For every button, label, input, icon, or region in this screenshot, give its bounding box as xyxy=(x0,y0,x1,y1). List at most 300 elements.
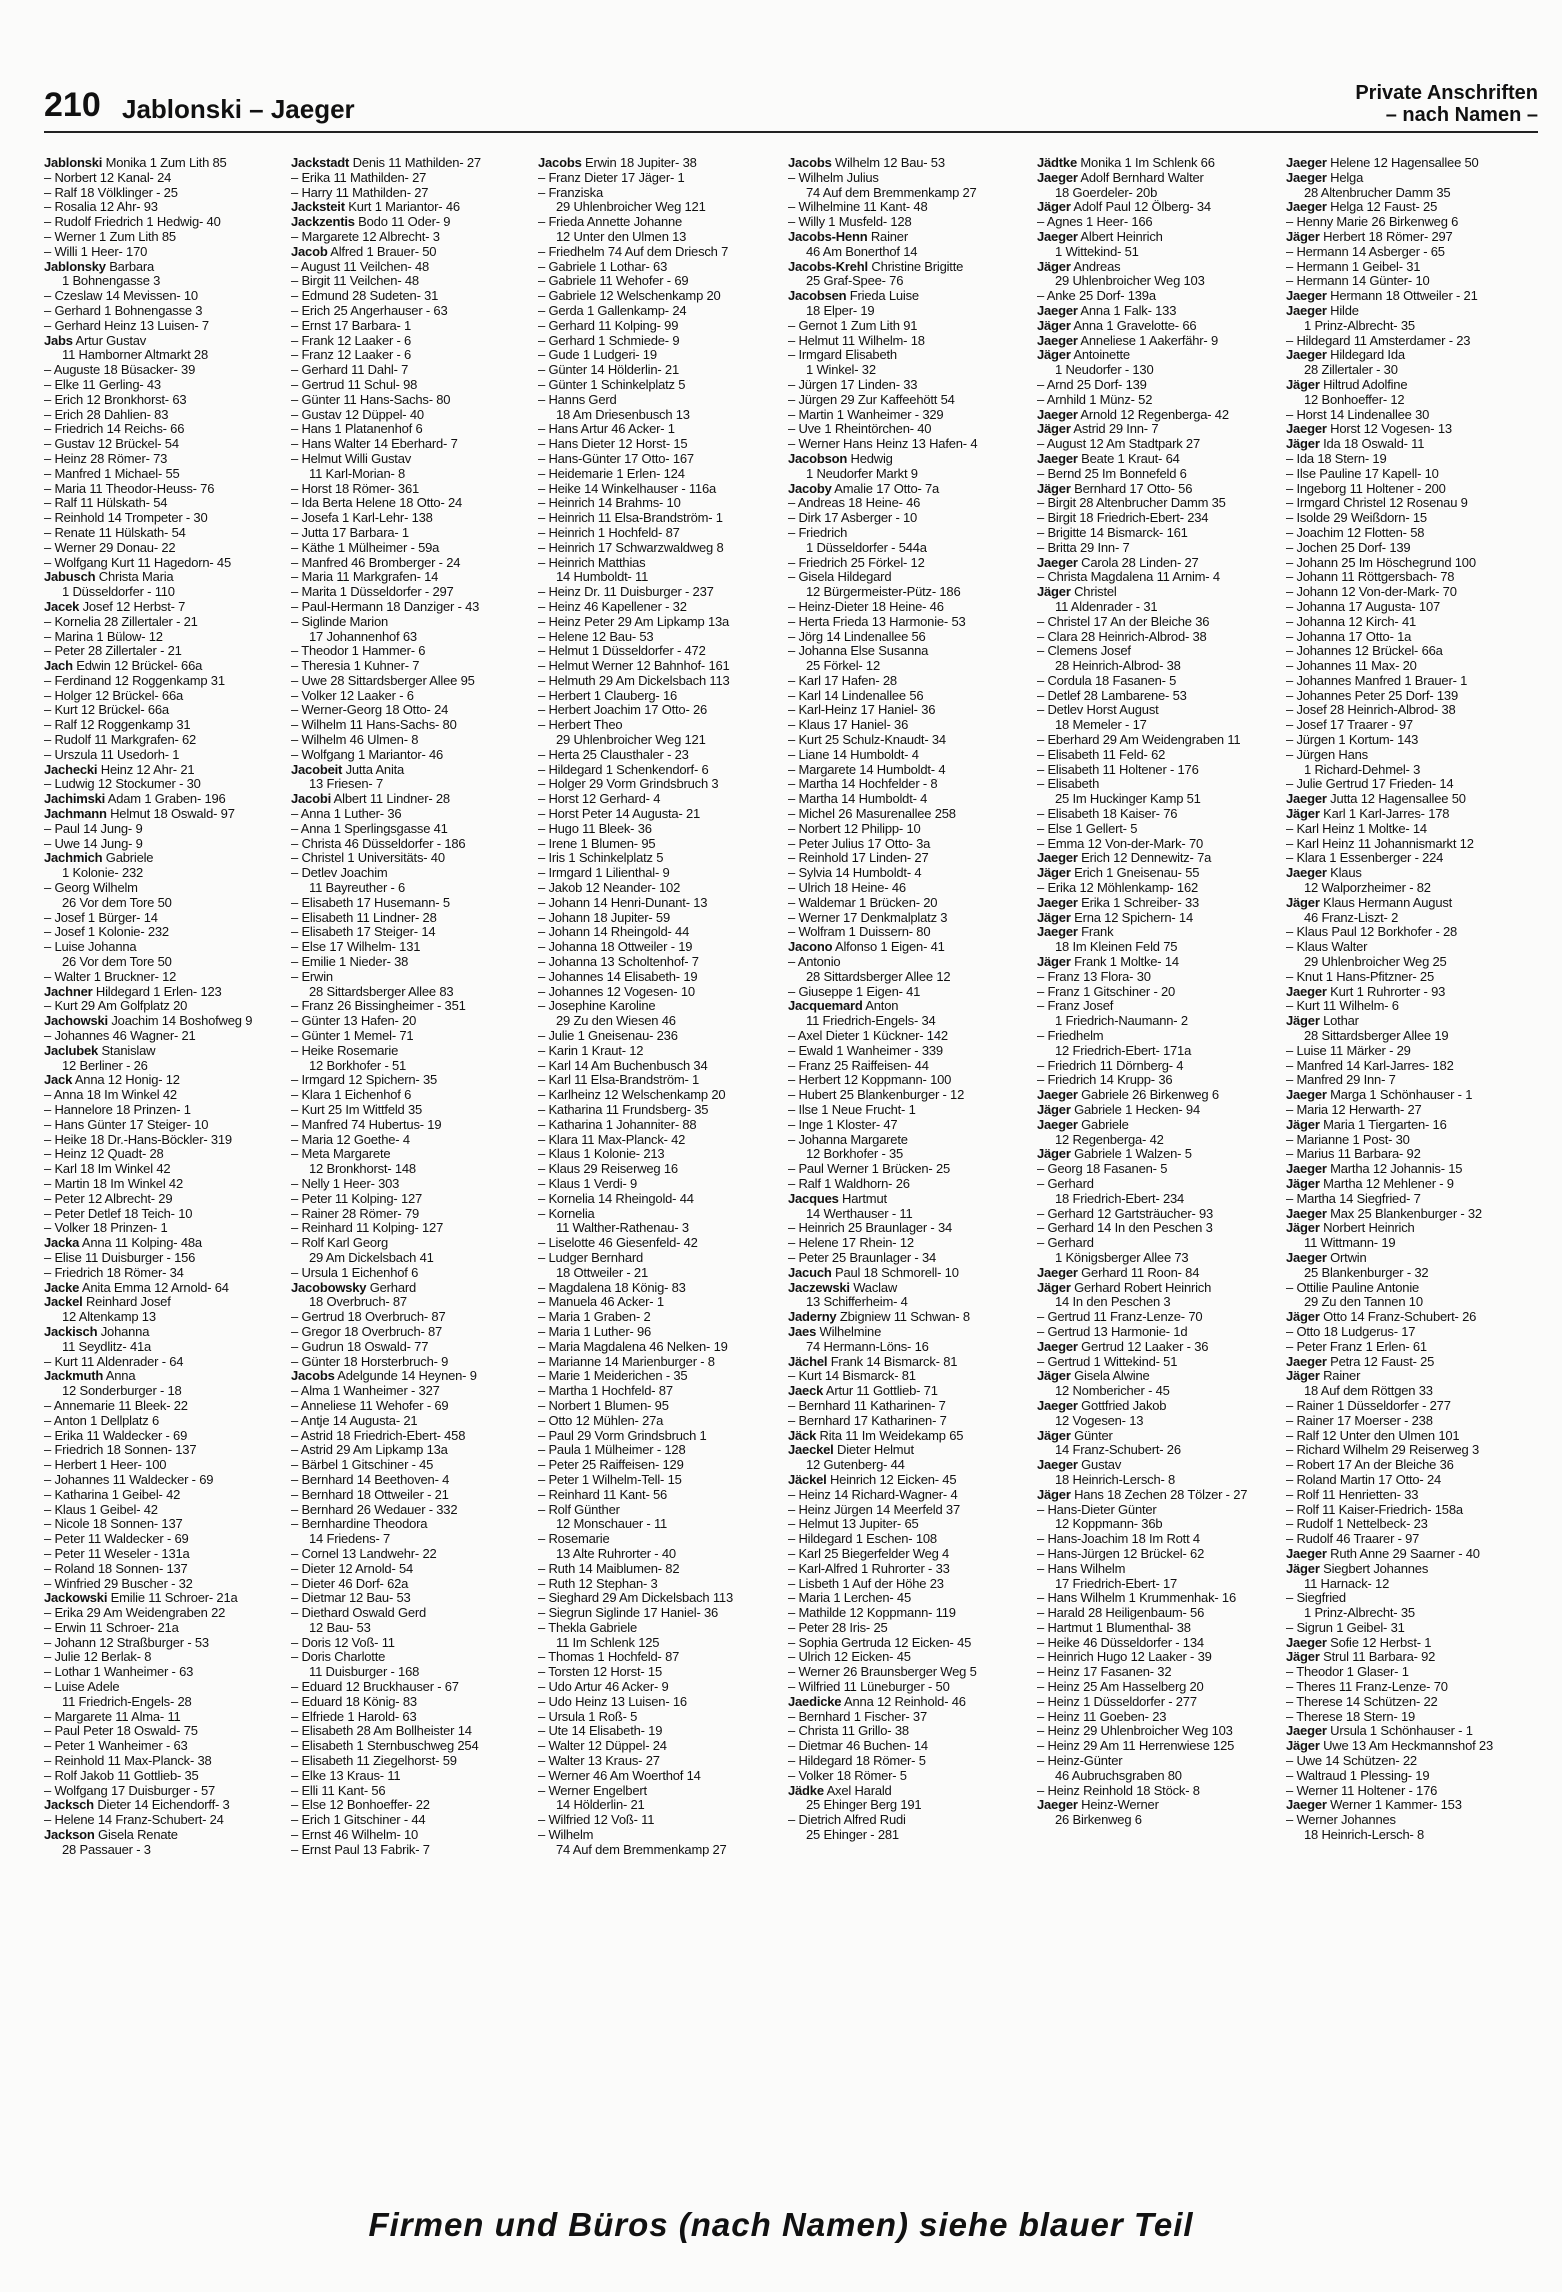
entry-line: 74 Hermann-Löns- 16 xyxy=(806,1339,929,1354)
entry-line: – Wolfram 1 Duissern- 80 xyxy=(788,925,931,940)
entry-line: 28 Sittardsberger Allee 83 xyxy=(309,984,454,999)
entry-line: – Axel Dieter 1 Kückner- 142 xyxy=(788,1029,948,1044)
entry-line: – Hermann 14 Asberger - 65 xyxy=(1286,244,1445,259)
entry-line: – Nicole 18 Sonnen- 137 xyxy=(44,1517,183,1532)
entry-line: – Heinz Jürgen 14 Meerfeld 37 xyxy=(788,1502,960,1517)
entry-line: – Christa 11 Grillo- 38 xyxy=(788,1724,909,1739)
entry-line: – Irmgard 12 Spichern- 35 xyxy=(291,1073,438,1088)
entry-line: – Harald 28 Heiligenbaum- 56 xyxy=(1037,1606,1205,1621)
entry-line: 11 Karl-Morian- 8 xyxy=(309,466,406,481)
entry-line: – Heinz 11 Goeben- 23 xyxy=(1037,1709,1167,1724)
entry-line: – Marianne 1 Post- 30 xyxy=(1286,1132,1410,1147)
entry-line: – Siglinde Marion xyxy=(291,614,389,629)
entry-line: – Doris 12 Voß- 11 xyxy=(291,1635,395,1650)
entry-line: – Rolf Jakob 11 Gottlieb- 35 xyxy=(44,1768,199,1783)
entry-line: – Johanna 17 Augusta- 107 xyxy=(1286,599,1441,614)
entry-line: – Holger 29 Vorm Grindsbruch 3 xyxy=(538,777,719,792)
entry-line: – Maria 11 Theodor-Heuss- 76 xyxy=(44,481,215,496)
entry-line: 26 Vor dem Tore 50 xyxy=(62,955,172,970)
entry-line: – Gerhard 1 Bohnengasse 3 xyxy=(44,303,203,318)
entry-line: Jaeger Gabriele 26 Birkenweg 6 xyxy=(1037,1088,1219,1103)
entry-line: – Heinrich 25 Braunlager - 34 xyxy=(788,1221,953,1236)
entry-line: – Gregor 18 Overbruch- 87 xyxy=(291,1324,443,1339)
entry-line: Jacobs-Krehl Christine Brigitte xyxy=(788,259,964,274)
entry-line: – Johann 12 Straßburger - 53 xyxy=(44,1635,209,1650)
entry-line: Jäger Gerhard Robert Heinrich xyxy=(1037,1280,1212,1295)
entry-line: 26 Vor dem Tore 50 xyxy=(62,895,172,910)
entry-line: Jäger Gabriele 1 Walzen- 5 xyxy=(1037,1147,1192,1162)
entry-line: 14 Werthauser - 11 xyxy=(806,1206,913,1221)
entry-line: – Helmut 1 Düsseldorfer - 472 xyxy=(538,644,706,659)
entry-line: Jäckel Heinrich 12 Eicken- 45 xyxy=(788,1472,957,1487)
entry-line: – Jürgen 29 Zur Kaffeehött 54 xyxy=(788,392,955,407)
entry-line: Jäger Bernhard 17 Otto- 56 xyxy=(1037,481,1193,496)
entry-line: – Bärbel 1 Gitschiner - 45 xyxy=(291,1458,434,1473)
entry-line: – Dietmar 46 Buchen- 14 xyxy=(788,1739,928,1754)
entry-line: – Johann 14 Rheingold- 44 xyxy=(538,925,690,940)
entry-line: – Werner 46 Am Woerthof 14 xyxy=(538,1768,701,1783)
entry-line: 18 Memeler - 17 xyxy=(1055,718,1147,733)
entry-line: – Volker 12 Laaker - 6 xyxy=(291,688,414,703)
entry-line: Jack Anna 12 Honig- 12 xyxy=(44,1073,180,1088)
entry-line: – Klaus 1 Verdi- 9 xyxy=(538,1176,638,1191)
entry-line: 12 Monschauer - 11 xyxy=(556,1517,668,1532)
entry-line: – Jürgen 17 Linden- 33 xyxy=(788,377,918,392)
entry-line: – Johann 25 Im Höschegrund 100 xyxy=(1286,555,1476,570)
entry-line: – Johannes 11 Waldecker - 69 xyxy=(44,1472,214,1487)
entry-line: – Johannes 46 Wagner- 21 xyxy=(44,1029,196,1044)
entry-line: – Erika 11 Mathilden- 27 xyxy=(291,170,427,185)
entry-line: – Margarete 11 Alma- 11 xyxy=(44,1709,181,1724)
entry-line: – Werner Engelbert xyxy=(538,1783,647,1798)
entry-line: – Dieter 12 Arnold- 54 xyxy=(291,1561,414,1576)
entry-line: – Franz 26 Bissingheimer - 351 xyxy=(291,999,466,1014)
entry-line: – Paul 14 Jung- 9 xyxy=(44,821,143,836)
entry-line: – Nelly 1 Heer- 303 xyxy=(291,1176,400,1191)
entry-line: – Karl 17 Hafen- 28 xyxy=(788,673,897,688)
entry-line: – Theodor 1 Glaser- 1 xyxy=(1286,1665,1409,1680)
entry-line: – Gertrud 11 Schul- 98 xyxy=(291,377,418,392)
entry-line: – Franz 25 Raiffeisen- 44 xyxy=(788,1058,929,1073)
entry-line: – Johanna 13 Scholtenhof- 7 xyxy=(538,955,699,970)
entry-line: Jacobi Albert 11 Lindner- 28 xyxy=(291,792,450,807)
entry-line: – Frieda Annette Johanne xyxy=(538,215,683,230)
entry-line: – Paula 1 Mülheimer - 128 xyxy=(538,1443,686,1458)
entry-line: – Agnes 1 Heer- 166 xyxy=(1037,215,1153,230)
entry-line: 14 Hölderlin- 21 xyxy=(556,1798,645,1813)
entry-line: 11 Bayreuther - 6 xyxy=(309,881,406,896)
entry-line: – Peter 11 Weseler - 131a xyxy=(44,1546,190,1561)
entry-line: – Karl 25 Biegerfelder Weg 4 xyxy=(788,1546,950,1561)
entry-line: – Birgit 18 Friedrich-Ebert- 234 xyxy=(1037,511,1209,526)
entry-line: – Sigrun 1 Geibel- 31 xyxy=(1286,1620,1405,1635)
entry-line: – Torsten 12 Horst- 15 xyxy=(538,1665,662,1680)
entry-line: 11 Hamborner Altmarkt 28 xyxy=(62,348,208,363)
entry-line: – Peter 28 Iris- 25 xyxy=(788,1620,888,1635)
entry-line: – Heidemarie 1 Erlen- 124 xyxy=(538,466,685,481)
entry-line: – Karl 14 Lindenallee 56 xyxy=(788,688,924,703)
entry-line: Jaeger Helga xyxy=(1286,170,1364,185)
entry-line: – Siegrun Siglinde 17 Haniel- 36 xyxy=(538,1606,719,1621)
entry-line: – Paul Werner 1 Brücken- 25 xyxy=(788,1162,951,1177)
entry-line: – Reinhold 14 Trompeter - 30 xyxy=(44,511,208,526)
entry-line: Jachowski Joachim 14 Boshofweg 9 xyxy=(44,1014,253,1029)
entry-line: – Waldemar 1 Brücken- 20 xyxy=(788,895,938,910)
entry-line: – Heinz Reinhold 18 Stöck- 8 xyxy=(1037,1783,1200,1798)
entry-line: – Rolf Günther xyxy=(538,1502,620,1517)
entry-line: – Heinz 46 Kapellener - 32 xyxy=(538,599,687,614)
entry-line: Jaeger Gustav xyxy=(1037,1458,1122,1473)
entry-line: Jaderny Zbigniew 11 Schwan- 8 xyxy=(788,1310,970,1325)
entry-line: – Josef 28 Heinrich-Albrod- 38 xyxy=(1286,703,1456,718)
entry-line: – Marie 1 Meiderichen - 35 xyxy=(538,1369,688,1384)
entry-line: – Kurt 25 Schulz-Knaudt- 34 xyxy=(788,733,946,748)
entry-line: Jaeger Erika 1 Schreiber- 33 xyxy=(1037,895,1200,910)
entry-line: – Hans Wilhelm 1 Krummenhak- 16 xyxy=(1037,1591,1236,1606)
entry-line: 28 Sittardsberger Allee 12 xyxy=(806,969,951,984)
entry-line: Jaeger Helga 12 Faust- 25 xyxy=(1286,200,1438,215)
entry-line: – Rolf 11 Kaiser-Friedrich- 158a xyxy=(1286,1502,1463,1517)
entry-line: Jacobson Hedwig xyxy=(788,451,893,466)
entry-line: 13 Schifferheim- 4 xyxy=(806,1295,908,1310)
entry-line: – Johannes 11 Max- 20 xyxy=(1286,659,1417,674)
entry-line: – Friedhelm xyxy=(1037,1029,1104,1044)
entry-line: – Christa Magdalena 11 Arnim- 4 xyxy=(1037,570,1220,585)
entry-line: Jacke Anita Emma 12 Arnold- 64 xyxy=(44,1280,229,1295)
entry-line: – Herta Frieda 13 Harmonie- 53 xyxy=(788,614,966,629)
entry-line: – Christel 1 Universitäts- 40 xyxy=(291,851,445,866)
entry-line: Jaeckel Dieter Helmut xyxy=(788,1443,914,1458)
entry-line: – Eduard 12 Bruckhauser - 67 xyxy=(291,1680,459,1695)
entry-line: – Manfred 29 Inn- 7 xyxy=(1286,1073,1396,1088)
page-number: 210 xyxy=(44,86,101,124)
entry-line: Jäger Martha 12 Mehlener - 9 xyxy=(1286,1176,1454,1191)
entry-line: Jäger Ida 18 Oswald- 11 xyxy=(1286,437,1425,452)
entry-line: – Wilfried 11 Lüneburger - 50 xyxy=(788,1680,950,1695)
entry-line: – Johannes 12 Brückel- 66a xyxy=(1286,644,1443,659)
entry-line: – Luise Johanna xyxy=(44,940,137,955)
entry-line: – Hubert 25 Blankenburger - 12 xyxy=(788,1088,965,1103)
entry-line: Jäger Otto 14 Franz-Schubert- 26 xyxy=(1286,1310,1477,1325)
entry-line: – Elisabeth 11 Lindner- 28 xyxy=(291,910,437,925)
entry-line: 46 Am Bonerthof 14 xyxy=(806,244,918,259)
entry-line: Jachmann Helmut 18 Oswald- 97 xyxy=(44,807,235,822)
entry-line: Jackson Gisela Renate xyxy=(44,1828,178,1843)
entry-line: – Otto 12 Mühlen- 27a xyxy=(538,1413,664,1428)
entry-line: – Maria Magdalena 46 Nelken- 19 xyxy=(538,1339,728,1354)
entry-line: Jackzentis Bodo 11 Oder- 9 xyxy=(291,215,451,230)
entry-line: Jackisch Johanna xyxy=(44,1324,150,1339)
entry-line: – Erich 1 Gitschiner - 44 xyxy=(291,1813,426,1828)
entry-line: – Johannes 14 Elisabeth- 19 xyxy=(538,969,698,984)
entry-line: – Hugo 11 Bleek- 36 xyxy=(538,821,652,836)
entry-line: – Gerhard xyxy=(1037,1236,1094,1251)
entry-line: Jäger Gabriele 1 Hecken- 94 xyxy=(1037,1103,1200,1117)
entry-line: – Günter 14 Hölderlin- 21 xyxy=(538,363,679,378)
name-range: Jablonski – Jaeger xyxy=(122,94,355,124)
entry-line: – Mathilde 12 Koppmann- 119 xyxy=(788,1606,956,1621)
entry-line: – Erika 29 Am Weidengraben 22 xyxy=(44,1606,226,1621)
entry-line: – Harry 11 Mathilden- 27 xyxy=(291,185,429,200)
entry-line: – Gerhard 11 Kolping- 99 xyxy=(538,318,679,333)
entry-line: – Willi 1 Heer- 170 xyxy=(44,244,148,259)
entry-line: – Peter 1 Wanheimer - 63 xyxy=(44,1739,188,1754)
entry-line: – Julie 12 Berlak- 8 xyxy=(44,1650,152,1665)
entry-line: Jaedicke Anna 12 Reinhold- 46 xyxy=(788,1694,966,1709)
entry-line: – Kurt 11 Aldenrader - 64 xyxy=(44,1354,184,1369)
entry-line: – Reinhard 11 Kolping- 127 xyxy=(291,1221,444,1236)
entry-line: – Helene 12 Bau- 53 xyxy=(538,629,654,644)
entry-line: – Bernd 25 Im Bonnefeld 6 xyxy=(1037,466,1187,481)
entry-line: – Ida 18 Stern- 19 xyxy=(1286,451,1387,466)
entry-line: 18 Friedrich-Ebert- 234 xyxy=(1055,1191,1185,1206)
entry-line: – Hans-Joachim 18 Im Rott 4 xyxy=(1037,1532,1200,1547)
entry-line: 46 Franz-Liszt- 2 xyxy=(1304,910,1399,925)
entry-line: – Ferdinand 12 Roggenkamp 31 xyxy=(44,673,225,688)
entry-line: – Johann 14 Henri-Dunant- 13 xyxy=(538,895,708,910)
entry-line: – Jochen 25 Dorf- 139 xyxy=(1286,540,1411,555)
entry-line: 12 Bau- 53 xyxy=(309,1620,371,1635)
entry-line: – Elli 11 Kant- 56 xyxy=(291,1783,386,1798)
entry-line: – Werner 11 Holtener - 176 xyxy=(1286,1783,1438,1798)
entry-line: – Paul Peter 18 Oswald- 75 xyxy=(44,1724,198,1739)
entry-line: – Detlef 28 Lambarene- 53 xyxy=(1037,688,1187,703)
entry-line: – Astrid 18 Friedrich-Ebert- 458 xyxy=(291,1428,466,1443)
entry-line: 12 Gutenberg- 44 xyxy=(806,1458,905,1473)
entry-line: – Doris Charlotte xyxy=(291,1650,386,1665)
entry-line: – Heinz-Günter xyxy=(1037,1754,1123,1769)
entry-line: – Ludger Bernhard xyxy=(538,1250,644,1265)
entry-line: – Frank 12 Laaker - 6 xyxy=(291,333,412,348)
entry-line: – Reinhold 11 Max-Planck- 38 xyxy=(44,1754,212,1769)
entry-line: – Marianne 14 Marienburger - 8 xyxy=(538,1354,715,1369)
entry-line: Jaeger Kurt 1 Ruhrorter - 93 xyxy=(1286,984,1446,999)
entry-line: – Cordula 18 Fasanen- 5 xyxy=(1037,673,1177,688)
entry-line: – Gerhard 14 In den Peschen 3 xyxy=(1037,1221,1213,1236)
entry-line: – Martha 1 Hochfeld- 87 xyxy=(538,1384,673,1399)
entry-line: – August 12 Am Stadtpark 27 xyxy=(1037,437,1200,452)
entry-line: – Kornelia 14 Rheingold- 44 xyxy=(538,1191,694,1206)
entry-line: – Walter 12 Düppel- 24 xyxy=(538,1739,667,1754)
entry-line: – Norbert 12 Philipp- 10 xyxy=(788,821,921,836)
entry-line: – Gertrud 1 Wittekind- 51 xyxy=(1037,1354,1178,1369)
entry-line: – Magdalena 18 König- 83 xyxy=(538,1280,686,1295)
entry-line: Jacono Alfonso 1 Eigen- 41 xyxy=(788,940,945,955)
entry-line: Jächel Frank 14 Bismarck- 81 xyxy=(788,1354,958,1369)
entry-line: – Detlev Horst August xyxy=(1037,703,1159,718)
entry-line: – Johanna Margarete xyxy=(788,1132,908,1147)
entry-line: – Heinz 1 Düsseldorfer - 277 xyxy=(1037,1694,1197,1709)
entry-line: – Hans-Dieter Günter xyxy=(1037,1502,1157,1517)
entry-line: 12 Bürgermeister-Pütz- 186 xyxy=(806,585,961,600)
entry-line: 25 Förkel- 12 xyxy=(806,659,880,674)
entry-line: – Else 17 Wilhelm- 131 xyxy=(291,940,421,955)
entry-line: – Maria 11 Markgrafen- 14 xyxy=(291,570,439,585)
entry-line: 29 Uhlenbroicher Weg 103 xyxy=(1055,274,1205,289)
entry-line: Jäger Maria 1 Tiergarten- 16 xyxy=(1286,1117,1447,1132)
entry-line: – Theodor 1 Hammer- 6 xyxy=(291,644,426,659)
entry-line: – Gudrun 18 Oswald- 77 xyxy=(291,1339,429,1354)
entry-line: – Ewald 1 Wanheimer - 339 xyxy=(788,1043,943,1058)
entry-line: Jacobowsky Gerhard xyxy=(291,1280,417,1295)
entry-line: – Hildegard 1 Eschen- 108 xyxy=(788,1532,937,1547)
entry-line: – Günter 11 Hans-Sachs- 80 xyxy=(291,392,451,407)
entry-line: – Friedrich 18 Sonnen- 137 xyxy=(44,1443,197,1458)
entry-line: – Klaus 17 Haniel- 36 xyxy=(788,718,909,733)
entry-line: – Helene 14 Franz-Schubert- 24 xyxy=(44,1813,224,1828)
entry-line: – Helmut 11 Wilhelm- 18 xyxy=(788,333,925,348)
entry-line: – Karlheinz 12 Welschenkamp 20 xyxy=(538,1088,726,1103)
entry-line: 14 In den Peschen 3 xyxy=(1055,1295,1171,1310)
entry-line: Jaeger Horst 12 Vogesen- 13 xyxy=(1286,422,1452,437)
entry-line: Jacques Hartmut xyxy=(788,1191,887,1206)
entry-line: Jachimski Adam 1 Graben- 196 xyxy=(44,792,226,807)
entry-line: – Ruth 14 Maiblumen- 82 xyxy=(538,1561,680,1576)
header-rule xyxy=(44,131,1538,133)
entry-line: – Josef 17 Traarer - 97 xyxy=(1286,718,1413,733)
entry-line: 14 Franz-Schubert- 26 xyxy=(1055,1443,1181,1458)
section-title-line2: – nach Namen – xyxy=(1385,104,1538,126)
entry-line: Jäger Erna 12 Spichern- 14 xyxy=(1037,910,1193,925)
entry-line: – Erich 28 Dahlien- 83 xyxy=(44,407,169,422)
entry-line: – Irmgard Christel 12 Rosenau 9 xyxy=(1286,496,1468,511)
entry-line: – Edmund 28 Sudeten- 31 xyxy=(291,289,439,304)
entry-line: – Werner-Georg 18 Otto- 24 xyxy=(291,703,449,718)
entry-line: 12 Bonhoeffer- 12 xyxy=(1304,392,1405,407)
entry-line: Jach Edwin 12 Brückel- 66a xyxy=(44,659,203,674)
entry-line: – Siegfried xyxy=(1286,1591,1346,1606)
entry-line: – Jutta 17 Barbara- 1 xyxy=(291,525,409,540)
entry-line: 1 Kolonie- 232 xyxy=(62,866,144,881)
entry-line: – Wilhelm xyxy=(538,1828,594,1843)
entry-line: 29 Zu den Wiesen 46 xyxy=(556,1014,676,1029)
entry-line: 1 Neudorfer - 130 xyxy=(1055,363,1154,378)
entry-line: 28 Passauer - 3 xyxy=(62,1842,151,1857)
entry-line: Jaeger Anneliese 1 Aakerfähr- 9 xyxy=(1037,333,1218,348)
entry-line: – Marina 1 Bülow- 12 xyxy=(44,629,163,644)
entry-line: Jaeger Sofie 12 Herbst- 1 xyxy=(1286,1635,1432,1650)
entry-line: – Gertrud 13 Harmonie- 1d xyxy=(1037,1324,1188,1339)
entry-line: Jäger Karl 1 Karl-Jarres- 178 xyxy=(1286,807,1450,822)
section-title-line1: Private Anschriften xyxy=(1355,82,1538,104)
entry-line: – Thekla Gabriele xyxy=(538,1620,637,1635)
entry-line: 18 Heinrich-Lersch- 8 xyxy=(1304,1828,1425,1843)
entry-line: – Franz 13 Flora- 30 xyxy=(1037,969,1151,984)
entry-line: – Michel 26 Masurenallee 258 xyxy=(788,807,956,822)
entry-line: 13 Alte Ruhrorter - 40 xyxy=(556,1546,676,1561)
entry-line: – Ruth 12 Stephan- 3 xyxy=(538,1576,658,1591)
entry-line: 28 Altenbrucher Damm 35 xyxy=(1304,185,1451,200)
entry-line: 12 Nombericher - 45 xyxy=(1055,1384,1170,1399)
entry-line: 25 Blankenburger - 32 xyxy=(1304,1265,1429,1280)
entry-line: – Anna 18 Im Winkel 42 xyxy=(44,1088,177,1103)
entry-line: 12 Sonderburger - 18 xyxy=(62,1384,182,1399)
entry-line: Jackstadt Denis 11 Mathilden- 27 xyxy=(291,156,481,170)
entry-line: – Gude 1 Ludgeri- 19 xyxy=(538,348,657,363)
entry-line: Jabs Artur Gustav xyxy=(44,333,147,348)
entry-line: Jachner Hildegard 1 Erlen- 123 xyxy=(44,984,222,999)
entry-line: – Friedrich 11 Dörnberg- 4 xyxy=(1037,1058,1184,1073)
entry-line: – Norbert 12 Kanal- 24 xyxy=(44,170,172,185)
entry-line: Jaeger Frank xyxy=(1037,925,1114,940)
entry-line: 12 Vogesen- 13 xyxy=(1055,1413,1144,1428)
entry-line: – Ursula 1 Eichenhof 6 xyxy=(291,1265,419,1280)
entry-line: – Paul-Hermann 18 Danziger - 43 xyxy=(291,599,480,614)
entry-line: 12 Walporzheimer - 82 xyxy=(1304,881,1431,896)
entry-line: – Ulrich 12 Eicken- 45 xyxy=(788,1650,911,1665)
entry-line: – Eduard 18 König- 83 xyxy=(291,1694,417,1709)
entry-line: Jaeger Jutta 12 Hagensallee 50 xyxy=(1286,792,1466,807)
entry-line: Jäger Uwe 13 Am Heckmannshof 23 xyxy=(1286,1739,1493,1754)
entry-line: – Herta 25 Clausthaler - 23 xyxy=(538,747,689,762)
entry-line: – Anneliese 11 Wehofer - 69 xyxy=(291,1398,449,1413)
entry-line: – Werner Hans Heinz 13 Hafen- 4 xyxy=(788,437,978,452)
entry-line: Jacquemard Anton xyxy=(788,999,899,1014)
entry-line: – Brigitte 14 Bismarck- 161 xyxy=(1037,525,1188,540)
entry-line: – Ute 14 Elisabeth- 19 xyxy=(538,1724,663,1739)
entry-line: – Gabriele 11 Wehofer - 69 xyxy=(538,274,689,289)
entry-line: – Ursula 1 Roß- 5 xyxy=(538,1709,638,1724)
entry-line: – Antonio xyxy=(788,955,841,970)
entry-line: – Manuela 46 Acker- 1 xyxy=(538,1295,664,1310)
entry-line: – Hans Günter 17 Steiger- 10 xyxy=(44,1117,209,1132)
entry-line: – Karl 11 Elsa-Brandström- 1 xyxy=(538,1073,700,1088)
entry-line: – Hildegard 11 Amsterdamer - 23 xyxy=(1286,333,1471,348)
entry-line: – Horst 14 Lindenallee 30 xyxy=(1286,407,1430,422)
entry-line: – Walter 13 Kraus- 27 xyxy=(538,1754,660,1769)
entry-line: – Heinz-Dieter 18 Heine- 46 xyxy=(788,599,944,614)
entry-line: – Ulrich 18 Heine- 46 xyxy=(788,881,906,896)
entry-line: – Rosemarie xyxy=(538,1532,610,1547)
entry-line: – Meta Margarete xyxy=(291,1147,391,1162)
entry-line: – Ernst 17 Barbara- 1 xyxy=(291,318,412,333)
entry-line: 29 Uhlenbroicher Weg 121 xyxy=(556,733,706,748)
entry-line: – Martha 14 Humboldt- 4 xyxy=(788,792,928,807)
entry-line: – Elisabeth xyxy=(1037,777,1100,792)
entry-line: Jaeger Werner 1 Kammer- 153 xyxy=(1286,1798,1462,1813)
listing-column-4 xyxy=(788,156,1023,2178)
entry-line: – Peter 25 Raiffeisen- 129 xyxy=(538,1458,684,1473)
entry-line: 29 Uhlenbroicher Weg 25 xyxy=(1304,955,1447,970)
entry-line: 12 Unter den Ulmen 13 xyxy=(556,229,687,244)
entry-line: Jaeger Hilde xyxy=(1286,303,1359,318)
entry-line: – Wolfgang 17 Duisburger - 57 xyxy=(44,1783,216,1798)
entry-line: Jaeger Beate 1 Kraut- 64 xyxy=(1037,451,1180,466)
entry-line: Jaeger Arnold 12 Regenberga- 42 xyxy=(1037,407,1229,422)
entry-line: – Else 1 Gellert- 5 xyxy=(1037,821,1138,836)
entry-line: – Helmut 13 Jupiter- 65 xyxy=(788,1517,919,1532)
entry-line: – Kurt 12 Brückel- 66a xyxy=(44,703,169,718)
entry-line: – Herbert 12 Koppmann- 100 xyxy=(788,1073,952,1088)
entry-line: Jaeger Ursula 1 Schönhauser - 1 xyxy=(1286,1724,1473,1739)
entry-line: Jachecki Heinz 12 Ahr- 21 xyxy=(44,762,195,777)
entry-line: – Hermann 14 Günter- 10 xyxy=(1286,274,1430,289)
entry-line: – Hans-Günter 17 Otto- 167 xyxy=(538,451,694,466)
listing-column-3 xyxy=(538,156,773,2178)
entry-line: Jäger Erich 1 Gneisenau- 55 xyxy=(1037,866,1200,881)
entry-line: – Roland 18 Sonnen- 137 xyxy=(44,1561,188,1576)
entry-line: – Udo Heinz 13 Luisen- 16 xyxy=(538,1694,687,1709)
entry-line: Jacob Alfred 1 Brauer- 50 xyxy=(291,244,437,259)
listing-column-5 xyxy=(1037,156,1272,2178)
entry-line: – Peter 28 Zillertaler - 21 xyxy=(44,644,182,659)
entry-line: Jaeger Gabriele xyxy=(1037,1117,1129,1132)
entry-line: – Horst 12 Gerhard- 4 xyxy=(538,792,661,807)
entry-line: – Ernst Paul 13 Fabrik- 7 xyxy=(291,1842,430,1857)
entry-line: Jacuch Paul 18 Schmorell- 10 xyxy=(788,1265,959,1280)
entry-line: – Helmuth 29 Am Dickelsbach 113 xyxy=(538,673,730,688)
entry-line: – Erich 12 Bronkhorst- 63 xyxy=(44,392,187,407)
